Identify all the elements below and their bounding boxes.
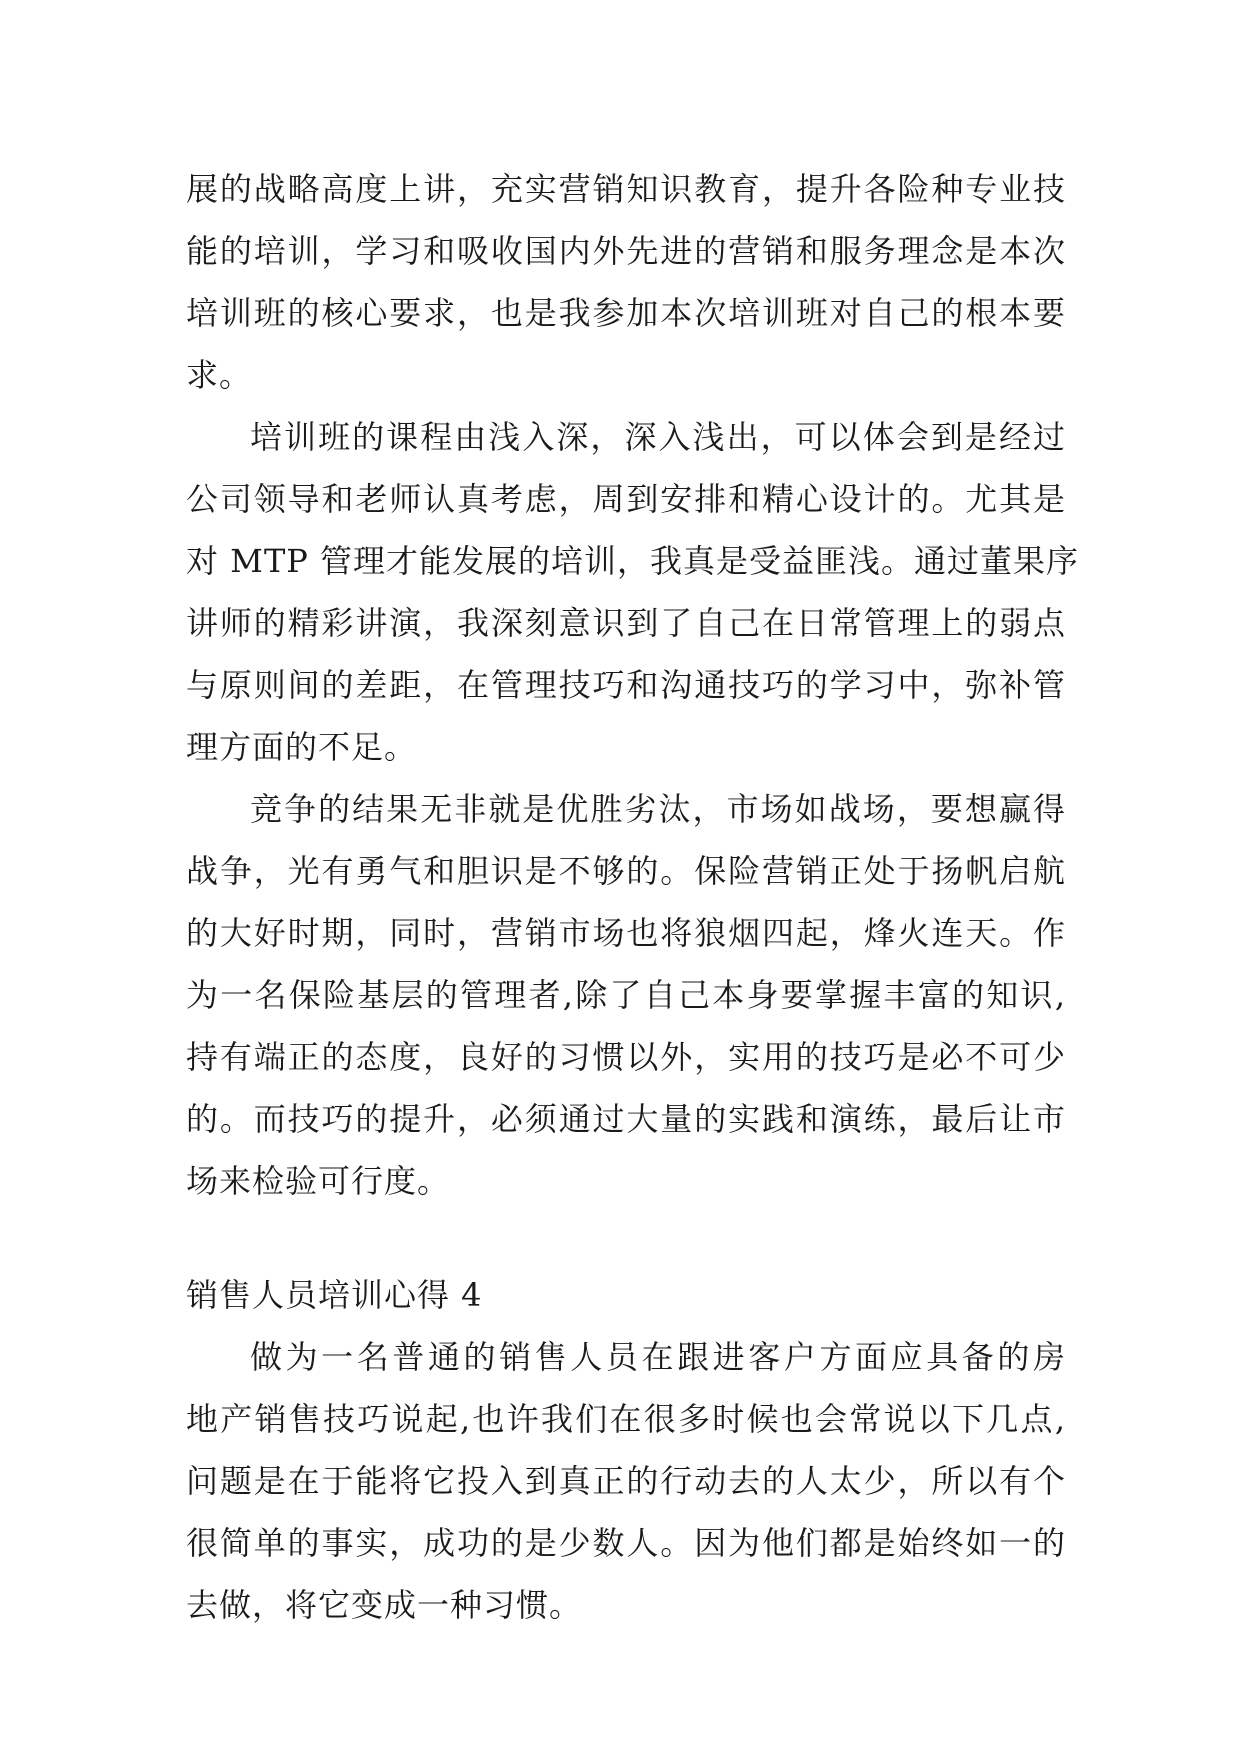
text-line: 场来检验可行度。 bbox=[186, 1162, 451, 1200]
text-line: 与原则间的差距，在管理技巧和沟通技巧的学习中，弥补管 bbox=[186, 666, 1066, 704]
text-line: 培训班的课程由浅入深，深入浅出，可以体会到是经过 bbox=[250, 418, 1066, 456]
text-line: 做为一名普通的销售人员在跟进客户方面应具备的房 bbox=[250, 1338, 1066, 1376]
section-heading: 销售人员培训心得 4 bbox=[186, 1276, 483, 1314]
text-line: 地产销售技巧说起,也许我们在很多时候也会常说以下几点, bbox=[186, 1400, 1066, 1438]
section-spacer bbox=[186, 1212, 1066, 1264]
document-body bbox=[186, 158, 1079, 1636]
text-line: 展的战略高度上讲，充实营销知识教育，提升各险种专业技 bbox=[186, 170, 1066, 208]
paragraph-competition bbox=[186, 778, 1066, 1212]
text-line: 能的培训，学习和吸收国内外先进的营销和服务理念是本次 bbox=[186, 232, 1066, 270]
paragraph-course bbox=[186, 406, 1079, 778]
text-line: 问题是在于能将它投入到真正的行动去的人太少，所以有个 bbox=[186, 1462, 1066, 1500]
text-line: 持有端正的态度，良好的习惯以外，实用的技巧是必不可少 bbox=[186, 1038, 1066, 1076]
text-line: 的大好时期，同时，营销市场也将狼烟四起，烽火连天。作 bbox=[186, 914, 1066, 952]
text-line: 的。而技巧的提升，必须通过大量的实践和演练，最后让市 bbox=[186, 1100, 1066, 1138]
paragraph-sales-skills bbox=[186, 1326, 1066, 1636]
text-line: 培训班的核心要求，也是我参加本次培训班对自己的根本要 bbox=[186, 294, 1066, 332]
paragraph-strategy bbox=[186, 158, 1066, 406]
text-line: 公司领导和老师认真考虑，周到安排和精心设计的。尤其是 bbox=[186, 480, 1066, 518]
text-line: 为一名保险基层的管理者,除了自己本身要掌握丰富的知识, bbox=[186, 976, 1066, 1014]
text-line: 求。 bbox=[186, 356, 253, 394]
text-line: 竞争的结果无非就是优胜劣汰，市场如战场，要想赢得 bbox=[250, 790, 1066, 828]
text-line: 去做，将它变成一种习惯。 bbox=[186, 1586, 583, 1624]
text-line: 战争，光有勇气和胆识是不够的。保险营销正处于扬帆启航 bbox=[186, 852, 1066, 890]
text-line: 很简单的事实，成功的是少数人。因为他们都是始终如一的 bbox=[186, 1524, 1066, 1562]
text-line: 对 MTP 管理才能发展的培训，我真是受益匪浅。通过董果序 bbox=[186, 542, 1079, 580]
text-line: 讲师的精彩讲演，我深刻意识到了自己在日常管理上的弱点 bbox=[186, 604, 1066, 642]
text-line: 理方面的不足。 bbox=[186, 728, 418, 766]
